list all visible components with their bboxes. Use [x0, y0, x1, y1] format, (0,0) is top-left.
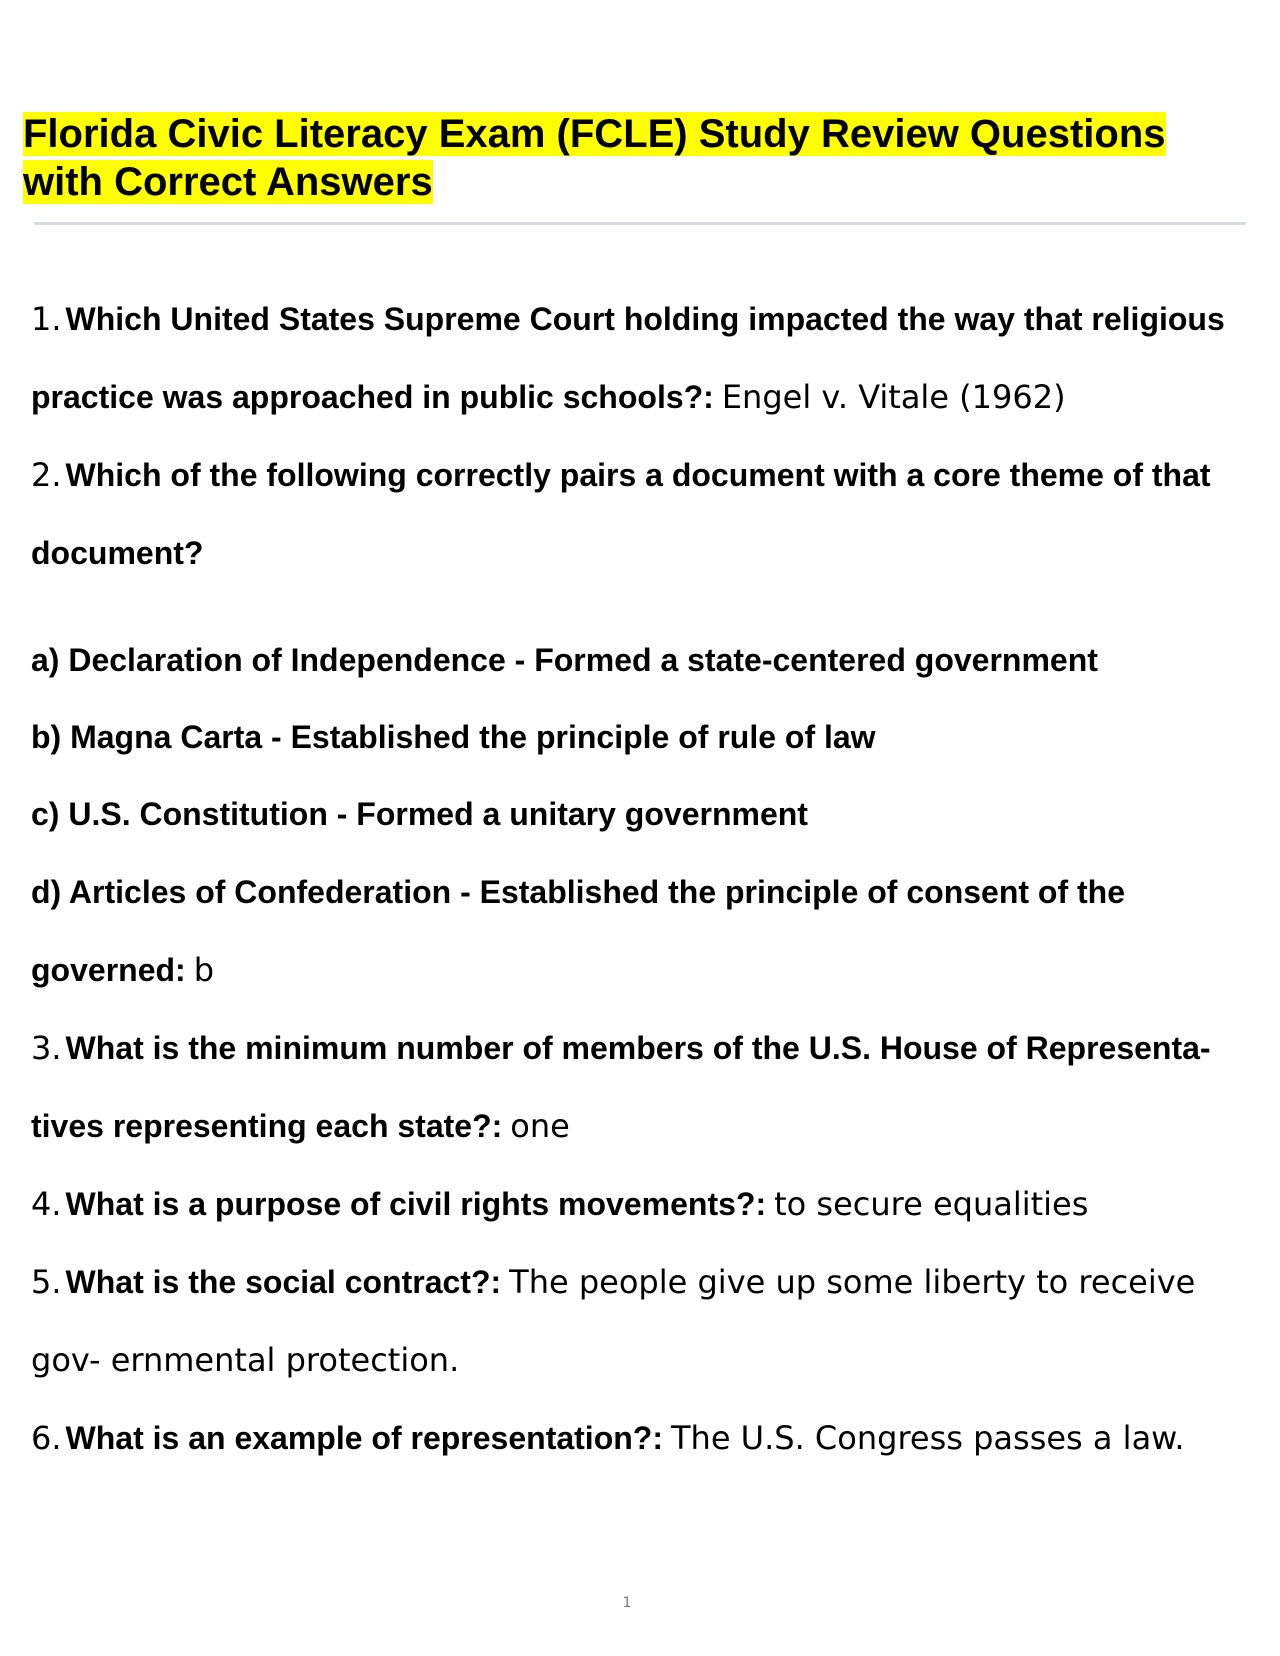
question-text: What is an example of representation?:	[65, 1420, 663, 1456]
option-text: b) Magna Carta - Established the principle of rule of law	[31, 719, 876, 755]
document-title-text: Florida Civic Literacy Exam (FCLE) Study Review Questions with Correct Answers	[23, 112, 1166, 204]
question-text: What is the social contract?:	[65, 1264, 502, 1300]
question-item	[31, 1243, 1251, 1399]
option-text: d) Articles of Confederation - Established the principle of consent of the governed:	[31, 874, 1126, 988]
answer-option	[31, 699, 1251, 776]
option-text: c) U.S. Constitution - Formed a unitary government	[31, 796, 808, 832]
question-text: Which United States Supreme Court holding impacted the way that religious practice was approached in public schools?:	[31, 301, 1225, 415]
question-text: What is the minimum number of members of the U.S. House of Representa- tives representing each state?:	[31, 1030, 1211, 1144]
answer-option	[31, 776, 1251, 853]
question-item	[31, 436, 1251, 592]
spacer	[31, 592, 1251, 622]
question-text: Which of the following correctly pairs a document with a core theme of that document?	[31, 457, 1211, 571]
document-title	[23, 110, 1253, 206]
question-number: 4.	[31, 1185, 62, 1223]
question-text: What is a purpose of civil rights movements?:	[65, 1186, 767, 1222]
question-number: 2.	[31, 456, 62, 494]
question-list	[31, 280, 1251, 1477]
answer-text: The people give up some liberty to receive gov- ernmental protection.	[31, 1263, 1196, 1379]
answer-option	[31, 853, 1251, 1009]
page-number: 1	[622, 1595, 632, 1611]
question-item	[31, 1165, 1251, 1243]
answer-text: Engel v. Vitale (1962)	[721, 378, 1066, 416]
question-item	[31, 280, 1251, 436]
question-item	[31, 1399, 1251, 1477]
answer-text: to secure equalities	[774, 1185, 1089, 1223]
question-number: 5.	[31, 1263, 62, 1301]
answer-text: The U.S. Congress passes a law.	[670, 1419, 1185, 1457]
question-number: 6.	[31, 1419, 62, 1457]
option-text: a) Declaration of Independence - Formed a state-centered government	[31, 642, 1098, 678]
question-number: 1.	[31, 300, 62, 338]
answer-text: one	[510, 1107, 570, 1145]
question-item	[31, 1009, 1251, 1165]
answer-text: b	[193, 951, 214, 989]
question-number: 3.	[31, 1029, 62, 1067]
answer-option	[31, 622, 1251, 699]
title-divider	[34, 222, 1246, 225]
